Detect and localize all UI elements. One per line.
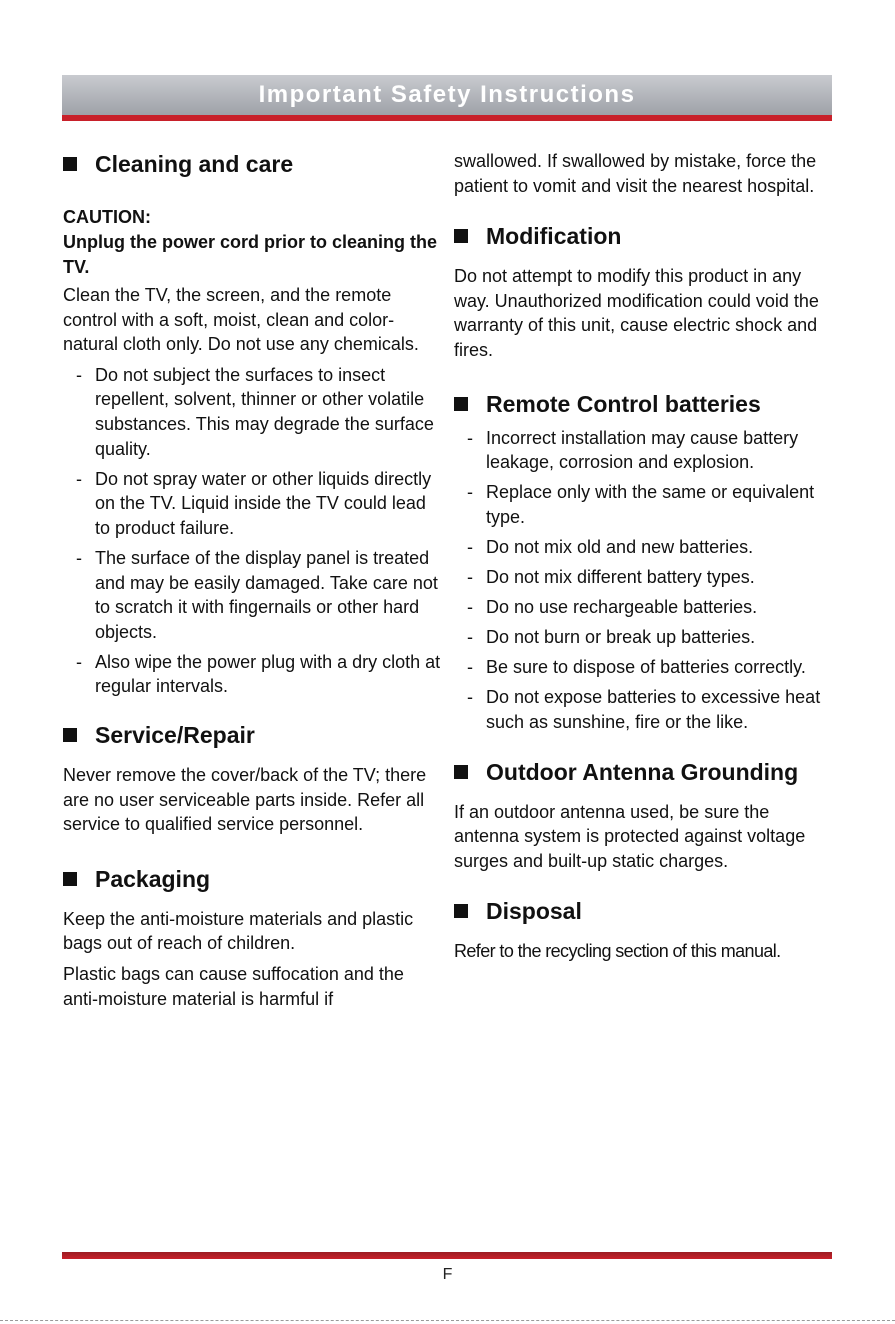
service-heading: Service/Repair xyxy=(63,719,441,751)
list-item: - Incorrect installation may cause battery leakage, corrosion and explosion. xyxy=(454,426,839,475)
packaging-heading: Packaging xyxy=(63,863,441,895)
square-bullet-icon xyxy=(454,765,468,779)
list-item: - Do not burn or break up batteries. xyxy=(454,625,839,650)
packaging-continued: swallowed. If swallowed by mistake, force the patient to vomit and visit the nearest hospital. xyxy=(454,151,817,196)
page-edge-line xyxy=(0,1320,895,1322)
modification-heading: Modification xyxy=(454,220,839,252)
modification-body: Do not attempt to modify this product in any way. Unauthorized modification could void the warranty of this unit, cause electric shock and fires. xyxy=(454,266,819,360)
antenna-body: If an outdoor antenna used, be sure the antenna system is protected against voltage surges and built-up static charges. xyxy=(454,801,806,871)
list-item: - Be sure to dispose of batteries correctly. xyxy=(454,655,839,680)
cleaning-list xyxy=(63,363,441,699)
cleaning-heading: Cleaning and care xyxy=(63,148,441,180)
square-bullet-icon xyxy=(63,728,77,742)
list-item: - Also wipe the power plug with a dry cloth at regular intervals. xyxy=(63,650,441,699)
packaging-body-2: Plastic bags can cause suffocation and the anti-moisture material is harmful if xyxy=(63,963,404,1009)
disposal-heading: Disposal xyxy=(454,895,839,927)
list-item: - Replace only with the same or equivalent type. xyxy=(454,480,839,529)
left-column xyxy=(63,148,441,1011)
batteries-heading: Remote Control batteries xyxy=(454,388,839,420)
title-banner xyxy=(62,75,832,115)
disposal-body: Refer to the recycling section of this manual. xyxy=(454,941,781,962)
packaging-body-1: Keep the anti-moisture materials and plastic bags out of reach of children. xyxy=(63,908,414,954)
cleaning-warning: Unplug the power cord prior to cleaning the TV. xyxy=(63,232,438,277)
list-item: - Do not spray water or other liquids directly on the TV. Liquid inside the TV could lead to product failure. xyxy=(63,467,441,541)
square-bullet-icon xyxy=(454,229,468,243)
page-number: F xyxy=(442,1266,453,1283)
header-divider xyxy=(62,115,832,121)
list-item: - Do not mix different battery types. xyxy=(454,565,839,590)
list-item: - Do not mix old and new batteries. xyxy=(454,535,839,560)
square-bullet-icon xyxy=(63,872,77,886)
caution-label: CAUTION: xyxy=(63,207,151,227)
square-bullet-icon xyxy=(454,397,468,411)
square-bullet-icon xyxy=(454,904,468,918)
footer-divider xyxy=(62,1252,832,1259)
list-item: - Do no use rechargeable batteries. xyxy=(454,595,839,620)
list-item: - The surface of the display panel is treated and may be easily damaged. Take care not to scratch it with fingernails or other hard objects. xyxy=(63,546,441,644)
cleaning-body: Clean the TV, the screen, and the remote control with a soft, moist, clean and color-natural cloth only. Do not use any chemicals. xyxy=(63,285,419,355)
list-item: - Do not expose batteries to excessive heat such as sunshine, fire or the like. xyxy=(454,685,839,734)
square-bullet-icon xyxy=(63,157,77,171)
antenna-heading: Outdoor Antenna Grounding xyxy=(454,756,839,788)
list-item: - Do not subject the surfaces to insect repellent, solvent, thinner or other volatile substances. This may degrade the surface quality. xyxy=(63,363,441,461)
service-body: Never remove the cover/back of the TV; there are no user serviceable parts inside. Refer all service to qualified service personnel. xyxy=(63,765,427,835)
page-title: Important Safety Instructions xyxy=(258,81,636,108)
right-column xyxy=(454,149,839,964)
batteries-list xyxy=(454,426,839,735)
